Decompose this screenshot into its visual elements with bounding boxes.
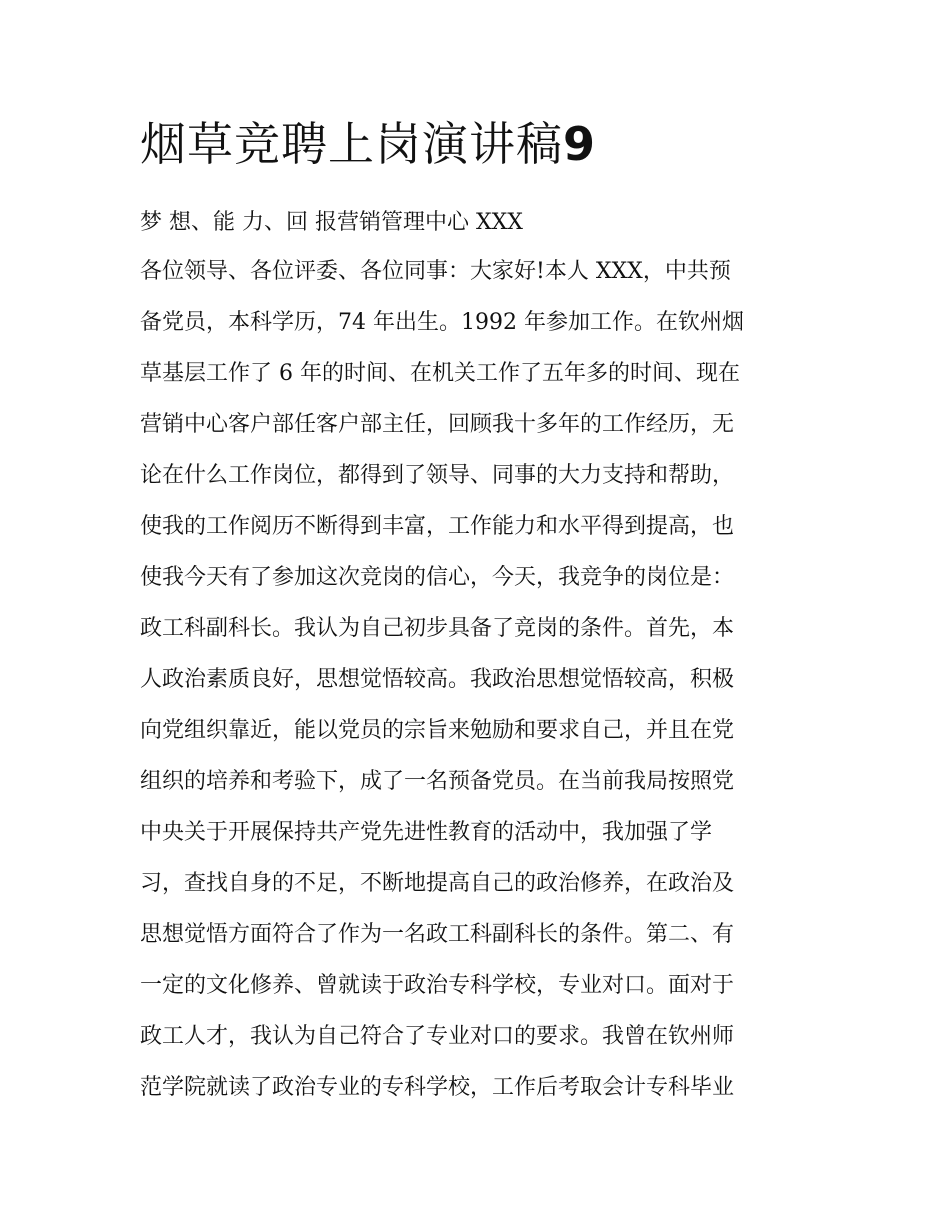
document-subtitle: 梦 想、能 力、回 报营销管理中心 XXX [140,210,523,235]
title-number: 9 [563,117,597,171]
title-text: 烟草竞聘上岗演讲稿 [140,117,563,171]
body-line: 政工人才，我认为自己符合了专业对口的要求。我曾在钦州师 [140,1024,735,1049]
body-line: 向党组织靠近，能以党员的宗旨来勉励和要求自己，并且在党 [140,718,735,743]
document-title [140,112,596,176]
body-line: 备党员，本科学历，74 年出生。1992 年参加工作。在钦州烟 [140,310,744,335]
body-line: 思想觉悟方面符合了作为一名政工科副科长的条件。第二、有 [140,922,735,947]
body-line: 人政治素质良好，思想觉悟较高。我政治思想觉悟较高，积极 [140,667,735,692]
body-line: 论在什么工作岗位，都得到了领导、同事的大力支持和帮助， [140,463,735,488]
body-line: 中央关于开展保持共产党先进性教育的活动中，我加强了学 [140,820,713,845]
body-line: 一定的文化修养、曾就读于政治专科学校，专业对口。面对于 [140,973,735,998]
body-line: 范学院就读了政治专业的专科学校，工作后考取会计专科毕业 [140,1075,735,1100]
body-line: 营销中心客户部任客户部主任，回顾我十多年的工作经历，无 [140,412,735,437]
body-line: 组织的培养和考验下，成了一名预备党员。在当前我局按照党 [140,769,735,794]
body-line: 各位领导、各位评委、各位同事：大家好!本人 XXX，中共预 [140,259,731,284]
body-line: 使我的工作阅历不断得到丰富，工作能力和水平得到提高，也 [140,514,735,539]
body-line: 政工科副科长。我认为自己初步具备了竞岗的条件。首先，本 [140,616,735,641]
body-line: 使我今天有了参加这次竞岗的信心，今天，我竞争的岗位是： [140,565,735,590]
document-body [140,254,830,1121]
body-line: 草基层工作了 6 年的时间、在机关工作了五年多的时间、现在 [140,361,740,386]
body-line: 习，查找自身的不足，不断地提高自己的政治修养，在政治及 [140,871,735,896]
